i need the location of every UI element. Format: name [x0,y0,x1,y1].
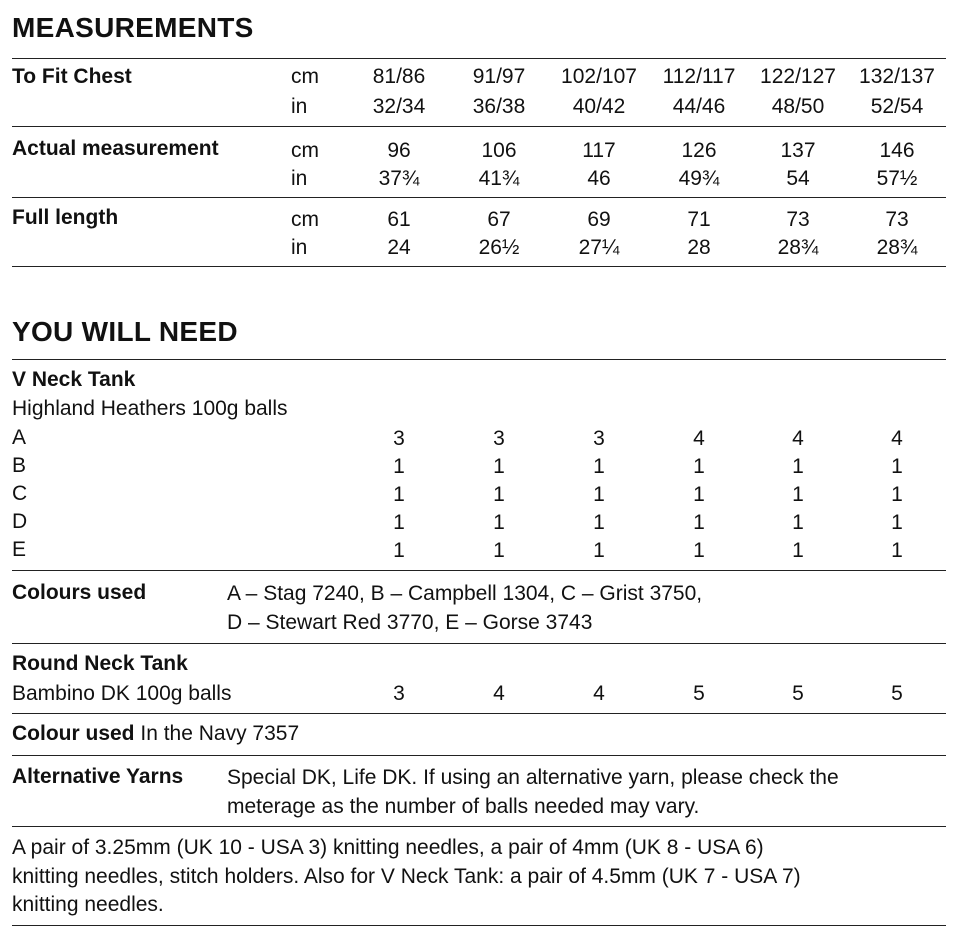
actual-in-3: 46 [587,167,611,190]
length-in-1: 24 [387,236,411,259]
yarn-d-1: 1 [393,511,405,534]
colour-used-value: In the Navy 7357 [140,722,300,745]
actual-in-2: 41¾ [478,167,520,190]
yarn-b-6: 1 [891,455,903,478]
round-neck-1: 3 [393,682,405,705]
chest-in-5: 48/50 [771,95,825,118]
yarn-d-3: 1 [593,511,605,534]
yarn-row-label-d: D [12,510,28,533]
chest-cm-6: 132/137 [859,65,935,88]
round-neck-5: 5 [792,682,804,705]
alternative-yarns-label: Alternative Yarns [12,765,184,788]
chest-cm-4: 112/117 [662,65,736,88]
divider [12,570,946,571]
to-fit-chest-label: To Fit Chest [12,65,132,88]
yarn-b-3: 1 [593,455,605,478]
chest-in-3: 40/42 [572,95,626,118]
actual-cm-6: 146 [879,139,915,162]
yarn-b-2: 1 [493,455,505,478]
length-cm-3: 69 [587,208,611,231]
chest-in-2: 36/38 [472,95,526,118]
colour-used-line [12,723,299,744]
divider [12,126,946,127]
needles-line-2: knitting needles, stitch holders. Also for V Neck Tank: a pair of 4.5mm (UK 7 - USA 7) [12,865,801,888]
colours-used-label: Colours used [12,581,147,604]
colours-used-line-2: D – Stewart Red 3770, E – Gorse 3743 [227,611,593,634]
divider [12,266,946,267]
yarn-a-6: 4 [891,427,903,450]
colour-used-label: Colour used [12,722,135,745]
yarn-a-5: 4 [792,427,804,450]
round-neck-2: 4 [493,682,505,705]
yarn-d-4: 1 [693,511,705,534]
yarn-e-1: 1 [393,539,405,562]
yarn-b-5: 1 [792,455,804,478]
length-in-2: 26½ [478,236,520,259]
divider [12,197,946,198]
length-in-3: 27¼ [578,236,620,259]
yarn-c-6: 1 [891,483,903,506]
unit-cm: cm [291,208,319,231]
length-cm-5: 73 [786,208,810,231]
chest-cm-1: 81/86 [372,65,426,88]
you-will-need-heading: YOU WILL NEED [12,316,238,347]
chest-cm-3: 102/107 [561,65,637,88]
actual-cm-5: 137 [780,139,816,162]
needles-line-3: knitting needles. [12,893,164,916]
divider [12,58,946,59]
divider [12,826,946,827]
yarn-e-2: 1 [493,539,505,562]
unit-in: in [291,167,308,190]
yarn-c-1: 1 [393,483,405,506]
unit-in: in [291,236,308,259]
yarn-e-5: 1 [792,539,804,562]
yarn-c-3: 1 [593,483,605,506]
length-cm-6: 73 [885,208,909,231]
yarn-b-4: 1 [693,455,705,478]
chest-cm-5: 122/127 [760,65,836,88]
actual-cm-4: 126 [681,139,717,162]
divider [12,925,946,926]
length-cm-2: 67 [487,208,511,231]
yarn-d-6: 1 [891,511,903,534]
length-in-4: 28 [687,236,711,259]
round-neck-6: 5 [891,682,903,705]
yarn-a-1: 3 [393,427,405,450]
round-neck-yarn: Bambino DK 100g balls [12,682,232,705]
v-neck-tank-title: V Neck Tank [12,368,136,391]
yarn-c-4: 1 [693,483,705,506]
length-cm-1: 61 [387,208,411,231]
chest-in-1: 32/34 [372,95,426,118]
yarn-e-3: 1 [593,539,605,562]
actual-in-4: 49¾ [678,167,720,190]
yarn-a-2: 3 [493,427,505,450]
colours-used-line-1: A – Stag 7240, B – Campbell 1304, C – Grist 3750, [227,582,703,605]
chest-in-4: 44/46 [672,95,726,118]
actual-cm-2: 106 [481,139,517,162]
yarn-e-4: 1 [693,539,705,562]
unit-cm: cm [291,139,319,162]
length-in-6: 28¾ [876,236,918,259]
actual-in-5: 54 [786,167,810,190]
yarn-a-3: 3 [593,427,605,450]
actual-cm-1: 96 [387,139,411,162]
unit-cm: cm [291,65,319,88]
yarn-c-5: 1 [792,483,804,506]
yarn-row-label-e: E [12,538,27,561]
length-cm-4: 71 [687,208,711,231]
yarn-b-1: 1 [393,455,405,478]
full-length-label: Full length [12,206,119,229]
yarn-e-6: 1 [891,539,903,562]
divider [12,713,946,714]
alternative-yarns-line-2: meterage as the number of balls needed may vary. [227,795,700,818]
yarn-d-2: 1 [493,511,505,534]
chest-in-6: 52/54 [870,95,924,118]
needles-line-1: A pair of 3.25mm (UK 10 - USA 3) knitting needles, a pair of 4mm (UK 8 - USA 6) [12,836,764,859]
measurements-heading: MEASUREMENTS [12,12,254,43]
yarn-c-2: 1 [493,483,505,506]
yarn-row-label-b: B [12,454,27,477]
v-neck-yarn: Highland Heathers 100g balls [12,397,288,420]
actual-cm-3: 117 [582,139,616,162]
unit-in: in [291,95,308,118]
actual-measurement-label: Actual measurement [12,137,219,160]
yarn-a-4: 4 [693,427,705,450]
round-neck-tank-title: Round Neck Tank [12,652,188,675]
alternative-yarns-line-1: Special DK, Life DK. If using an alternative yarn, please check the [227,766,839,789]
divider [12,643,946,644]
divider [12,359,946,360]
yarn-row-label-a: A [12,426,27,449]
chest-cm-2: 91/97 [472,65,526,88]
actual-in-6: 57½ [876,167,918,190]
divider [12,755,946,756]
yarn-d-5: 1 [792,511,804,534]
yarn-row-label-c: C [12,482,28,505]
round-neck-3: 4 [593,682,605,705]
length-in-5: 28¾ [777,236,819,259]
actual-in-1: 37¾ [378,167,420,190]
round-neck-4: 5 [693,682,705,705]
